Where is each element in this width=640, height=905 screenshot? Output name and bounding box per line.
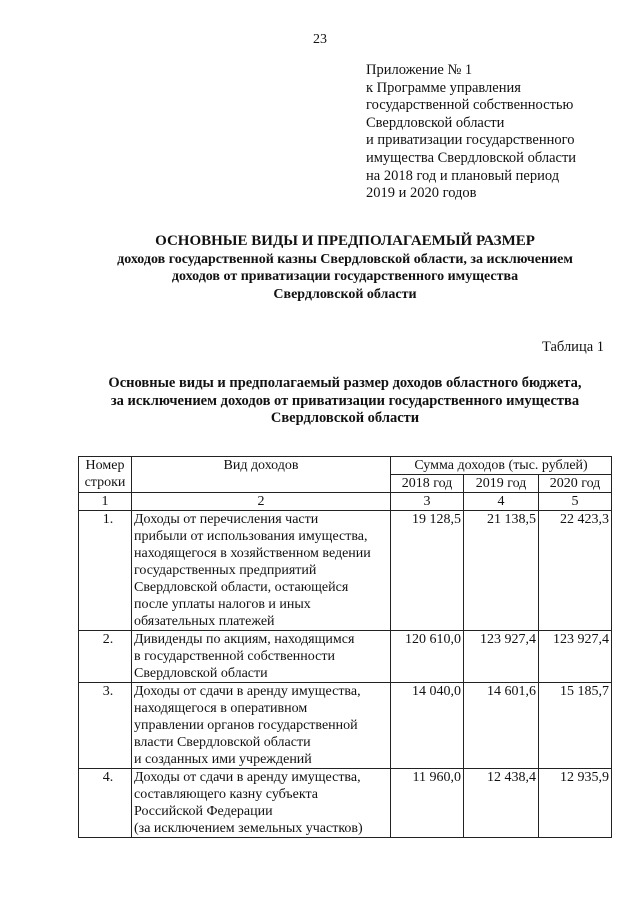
header-year: 2018 год xyxy=(391,475,464,493)
row-description xyxy=(132,511,391,631)
value-2018: 19 128,5 xyxy=(391,511,464,631)
table-title xyxy=(60,375,630,428)
value-2019: 21 138,5 xyxy=(464,511,539,631)
main-title-line: Свердловской области xyxy=(273,286,417,302)
description-line: Свердловской области, остающейся xyxy=(134,580,349,595)
appendix-block xyxy=(366,62,626,203)
table-row xyxy=(79,631,612,683)
row-number: 2. xyxy=(79,631,132,683)
description-line: составляющего казну субъекта xyxy=(134,787,318,802)
description-line: находящегося в оперативном xyxy=(134,701,308,716)
value-2018: 14 040,0 xyxy=(391,683,464,769)
description-line: Свердловской области xyxy=(134,666,268,681)
value-2018: 11 960,0 xyxy=(391,769,464,838)
value-2019: 123 927,4 xyxy=(464,631,539,683)
description-line: в государственной собственности xyxy=(134,649,335,664)
appendix-line: Приложение № 1 xyxy=(366,62,473,78)
row-description xyxy=(132,683,391,769)
header-number-line: строки xyxy=(84,475,126,490)
description-line: Доходы от перечисления части xyxy=(134,512,319,527)
table-title-line: за исключением доходов от приватизации государственного имущества xyxy=(110,392,580,409)
header-row-number xyxy=(79,457,132,493)
description-line: обязательных платежей xyxy=(134,614,275,629)
description-line: Доходы от сдачи в аренду имущества, xyxy=(134,684,361,699)
main-title-line: ОСНОВНЫЕ ВИДЫ И ПРЕДПОЛАГАЕМЫЙ РАЗМЕР xyxy=(155,233,535,249)
column-index: 4 xyxy=(464,493,539,511)
header-number-line: Номер xyxy=(85,458,125,473)
value-2018: 120 610,0 xyxy=(391,631,464,683)
description-line: (за исключением земельных участков) xyxy=(134,821,363,836)
table-row xyxy=(79,511,612,631)
description-line: прибыли от использования имущества, xyxy=(134,529,368,544)
description-line: и созданных ими учреждений xyxy=(134,752,312,767)
description-line: Доходы от сдачи в аренду имущества, xyxy=(134,770,361,785)
table-label: Таблица 1 xyxy=(542,339,605,355)
main-title xyxy=(60,233,630,303)
page-number: 23 xyxy=(313,32,327,47)
appendix-line: государственной собственностью xyxy=(366,97,574,114)
description-line: после уплаты налогов и иных xyxy=(134,597,311,612)
header-sum: Сумма доходов (тыс. рублей) xyxy=(391,457,612,475)
value-2020: 12 935,9 xyxy=(539,769,612,838)
table-title-line: Основные виды и предполагаемый размер доходов областного бюджета, xyxy=(108,375,582,391)
column-index: 5 xyxy=(539,493,612,511)
row-description xyxy=(132,769,391,838)
value-2019: 14 601,6 xyxy=(464,683,539,769)
appendix-line: имущества Свердловской области xyxy=(366,149,577,166)
description-line: находящегося в хозяйственном ведении xyxy=(134,546,371,561)
column-index-row xyxy=(79,493,612,511)
value-2020: 15 185,7 xyxy=(539,683,612,769)
main-title-line: доходов государственной казны Свердловской области, за исключением xyxy=(117,251,573,267)
table-row xyxy=(79,769,612,838)
appendix-line: 2019 и 2020 годов xyxy=(366,185,477,202)
header-year: 2020 год xyxy=(539,475,612,493)
row-description xyxy=(132,631,391,683)
column-index: 1 xyxy=(79,493,132,511)
revenue-table xyxy=(78,456,612,838)
column-index: 2 xyxy=(132,493,391,511)
row-number: 3. xyxy=(79,683,132,769)
header-row xyxy=(79,457,612,475)
column-index: 3 xyxy=(391,493,464,511)
appendix-line: к Программе управления xyxy=(366,79,521,96)
appendix-line: и приватизации государственного xyxy=(366,132,575,149)
table-row xyxy=(79,683,612,769)
description-line: власти Свердловской области xyxy=(134,735,311,750)
table-title-line: Свердловской области xyxy=(270,410,420,426)
row-number: 1. xyxy=(79,511,132,631)
value-2020: 123 927,4 xyxy=(539,631,612,683)
appendix-line: Свердловской области xyxy=(366,114,505,131)
description-line: управлении органов государственной xyxy=(134,718,358,733)
main-title-line: доходов от приватизации государственного имущества xyxy=(171,269,519,284)
description-line: государственных предприятий xyxy=(134,563,317,578)
description-line: Дивиденды по акциям, находящимся xyxy=(134,632,355,647)
value-2019: 12 438,4 xyxy=(464,769,539,838)
description-line: Российской Федерации xyxy=(134,804,273,819)
header-year: 2019 год xyxy=(464,475,539,493)
row-number: 4. xyxy=(79,769,132,838)
value-2020: 22 423,3 xyxy=(539,511,612,631)
appendix-line: на 2018 год и плановый период xyxy=(366,167,560,184)
header-income-type: Вид доходов xyxy=(132,457,391,493)
